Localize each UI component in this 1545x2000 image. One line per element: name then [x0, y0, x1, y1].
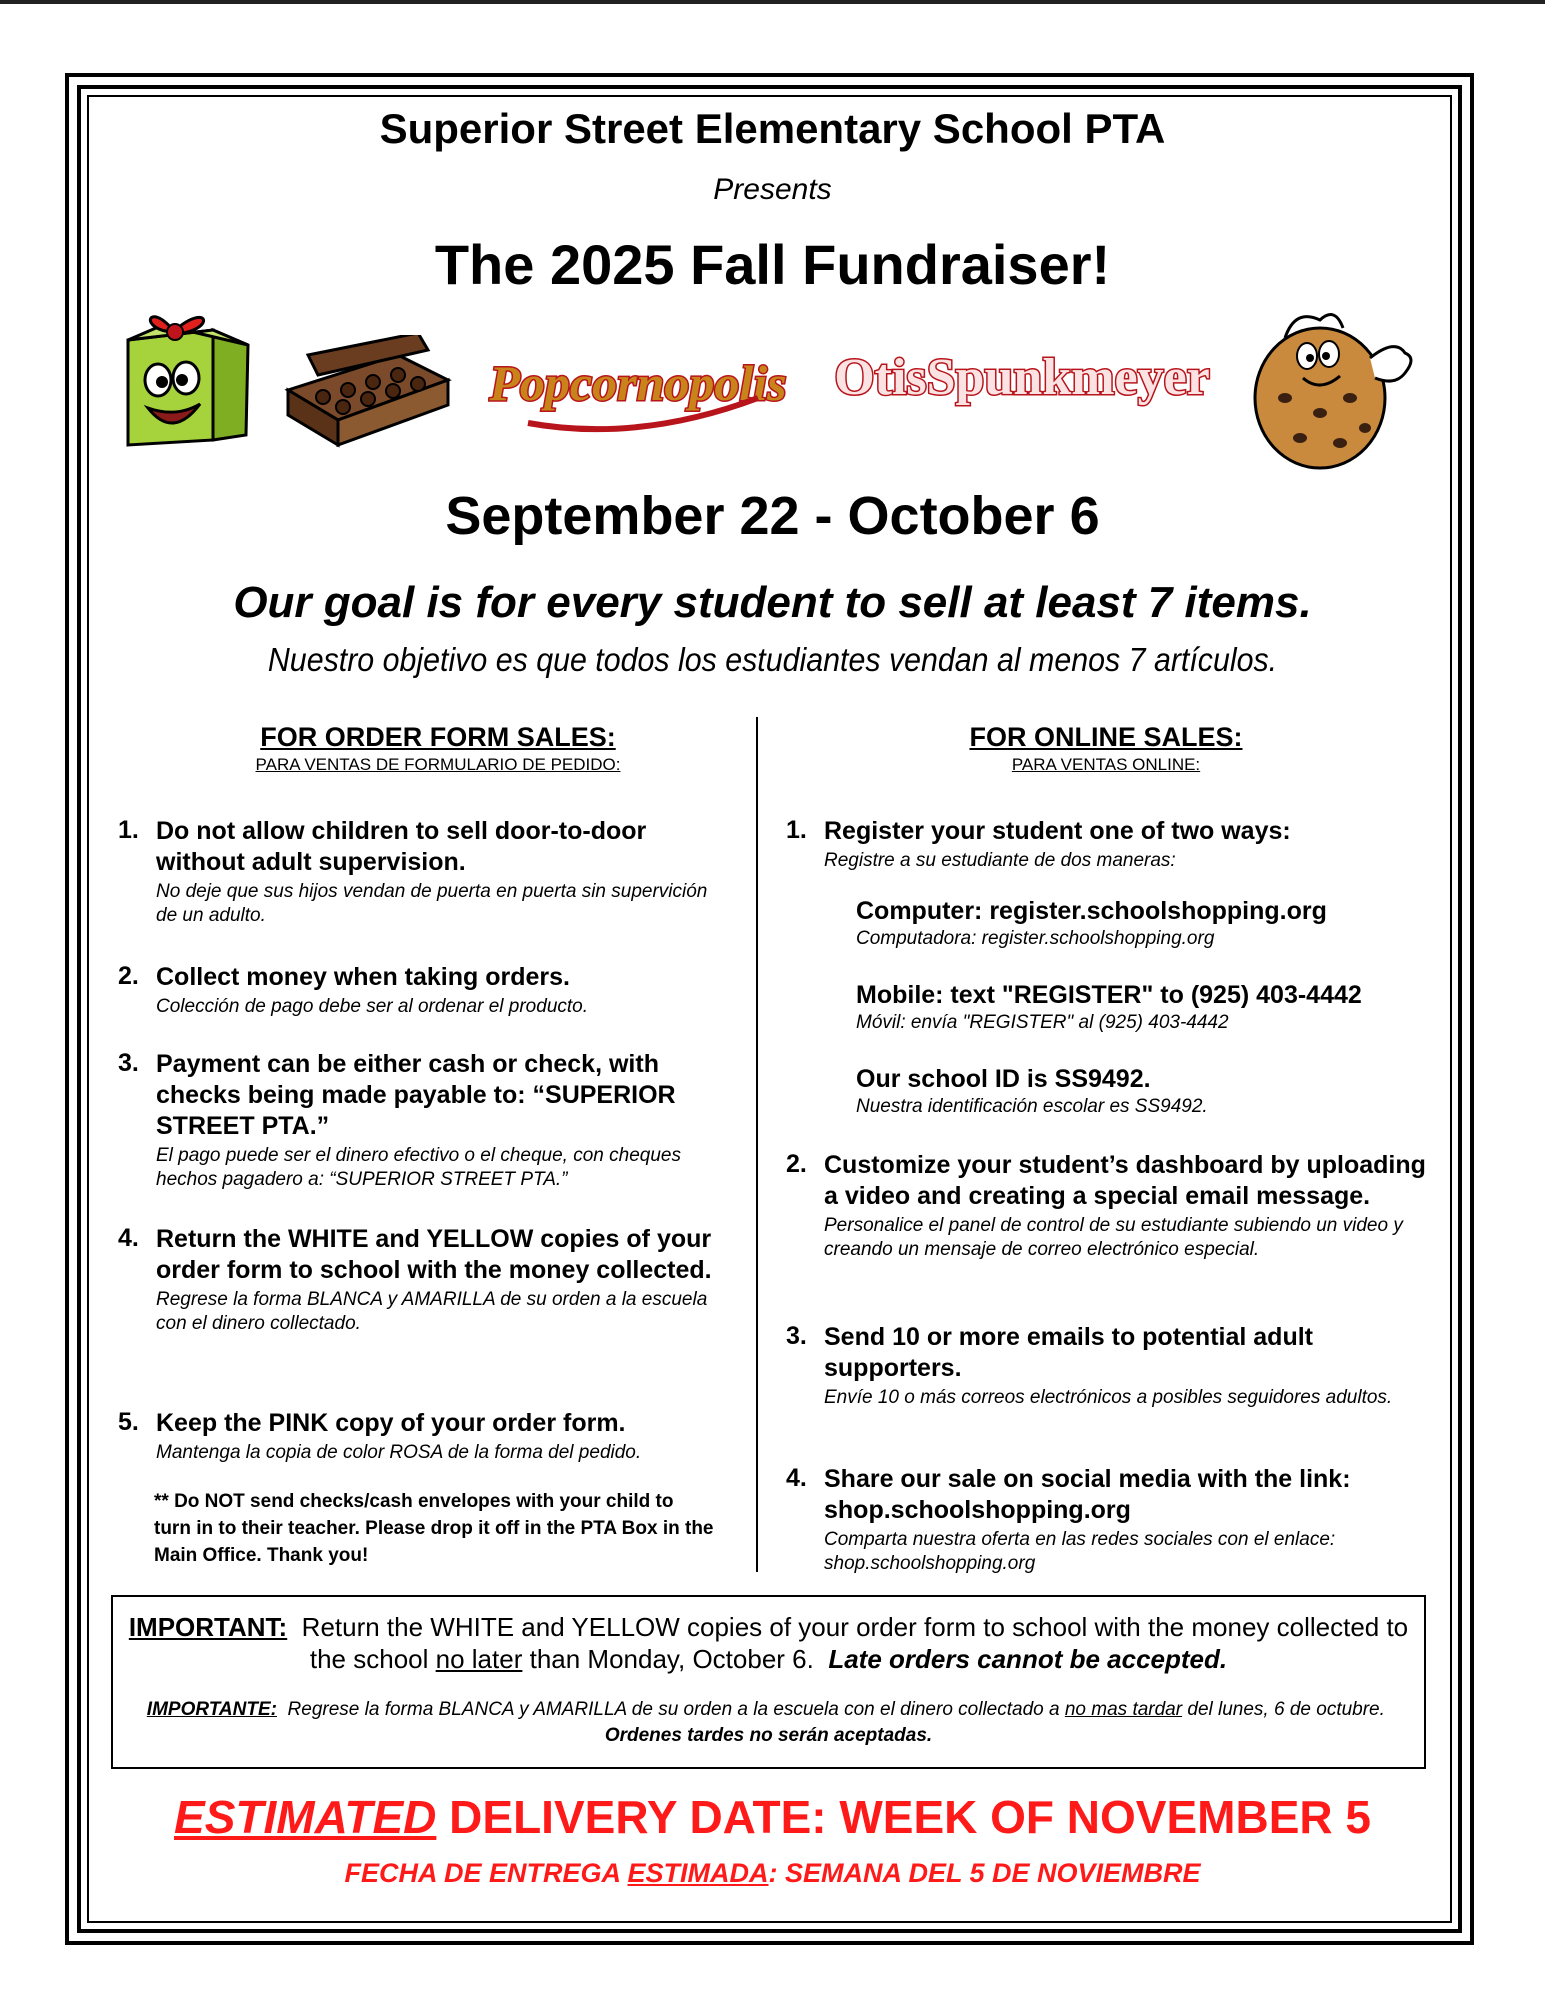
online-subheading: PARA VENTAS ONLINE:: [1011, 755, 1201, 774]
popcornopolis-logo: [488, 328, 788, 443]
drop-off-note: ** Do NOT send checks/cash envelopes with your child to turn in to their teacher. Please drop it off in the PTA Box in the Main Office. Thank you!: [154, 1491, 714, 1566]
important-label: IMPORTANT:: [128, 1612, 288, 1642]
popcornopolis-wordmark: Popcornopolis: [489, 355, 787, 411]
list-item: 4. Return the WHITE and YELLOW copies of your order form to school with the money collected. Regrese la forma BLANCA y AMARILLA de su orden a la escuela con el dinero collectado.: [118, 1224, 712, 1334]
late-warning-es: Ordenes tardes no serán aceptadas.: [604, 1725, 933, 1746]
goal-spanish: Nuestro objetivo es que todos los estudiantes vendan al menos 7 artículos.: [267, 641, 1278, 678]
important-label-es: IMPORTANTE:: [146, 1699, 277, 1720]
list-item: 5. Keep the PINK copy of your order form. Mantenga la copia de color ROSA de la forma del pedido.: [118, 1408, 642, 1463]
late-warning: Late orders cannot be accepted.: [828, 1644, 1228, 1674]
list-item: 4. Share our sale on social media with the link: shop.schoolshopping.org Comparta nuestra oferta en las redes sociales con el enlace: shop.schoolshopping.org: [786, 1464, 1351, 1574]
school-id: Our school ID is SS9492. Nuestra identificación escolar es SS9492.: [856, 1065, 1208, 1117]
online-sales-column: [786, 722, 1446, 1582]
list-item: 3. Payment can be either cash or check, with checks being made payable to: “SUPERIOR STREET PTA.” El pago puede ser el dinero efectivo o el cheque, con cheques hechos pagadero a: “SUPERIOR STREET PTA.”: [118, 1049, 681, 1190]
otis-spunkmeyer-logo: [822, 340, 1222, 420]
mobile-registration: Mobile: text "REGISTER" to (925) 403-4442 Móvil: envía "REGISTER" al (925) 403-4442: [856, 981, 1362, 1033]
page-title: The 2025 Fall Fundraiser!: [434, 233, 1111, 296]
delivery-date: ESTIMATED DELIVERY DATE: WEEK OF NOVEMBER 5: [174, 1791, 1371, 1843]
delivery-date-es: FECHA DE ENTREGA ESTIMADA: SEMANA DEL 5 DE NOVIEMBRE: [344, 1858, 1201, 1888]
order-form-subheading: PARA VENTAS DE FORMULARIO DE PEDIDO:: [255, 755, 621, 774]
chocolate-box-icon: [278, 335, 453, 450]
gift-box-icon: [118, 300, 258, 450]
list-item: 1. Do not allow children to sell door-to-door without adult supervision. No deje que sus hijos vendan de puerta en puerta sin supervición de un adulto.: [118, 816, 708, 926]
otis-spunkmeyer-wordmark: OtisSpunkmeyer: [834, 349, 1210, 406]
computer-registration: Computer: register.schoolshopping.org Computadora: register.schoolshopping.org: [856, 897, 1327, 949]
sale-dates: September 22 - October 6: [445, 486, 1100, 546]
order-form-heading: FOR ORDER FORM SALES:: [260, 722, 616, 752]
list-item: 1. Register your student one of two ways: Registre a su estudiante de dos maneras:: [786, 816, 1291, 871]
goal-heading: Our goal is for every student to sell at least 7 items.: [233, 578, 1312, 627]
org-name: Superior Street Elementary School PTA: [379, 105, 1166, 152]
top-rule: [0, 0, 1545, 4]
order-form-column: [118, 722, 758, 1582]
list-item: 2. Customize your student’s dashboard by uploading a video and creating a special email message. Personalice el panel de control de su estudiante subiendo un video y creando un mensaje de correo electrónico especial.: [786, 1150, 1426, 1260]
list-item: 3. Send 10 or more emails to potential adult supporters. Envíe 10 o más correos electrónicos a posibles seguidores adultos.: [786, 1322, 1393, 1408]
online-heading: FOR ONLINE SALES:: [969, 722, 1243, 752]
presents-text: Presents: [713, 173, 832, 206]
important-notice: IMPORTANT: Return the WHITE and YELLOW copies of your order form to school with the money collected to the school no later than Monday, October 6. Late orders cannot be accepted. IMPORTANTE: Regrese la forma BLANCA y AMARILLA de su orden a la escuela con el dinero collectado a no mas tardar del lunes, 6 de octubre. Ordenes tardes no serán aceptadas.: [111, 1595, 1426, 1769]
cookie-mascot-icon: [1245, 298, 1425, 473]
list-item: 2. Collect money when taking orders. Colección de pago debe ser al ordenar el producto.: [118, 962, 589, 1017]
